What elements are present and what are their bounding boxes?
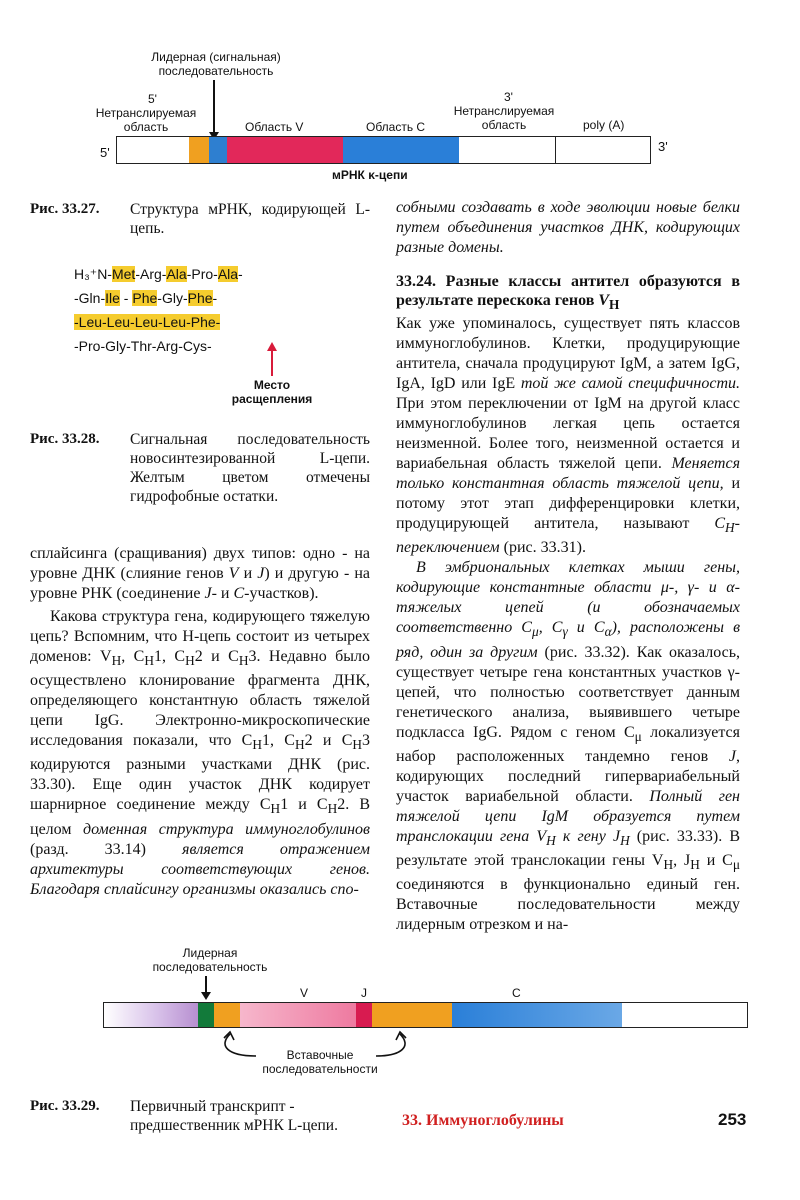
residue: -Gly- xyxy=(157,290,188,306)
section-heading: 33.24. Разные классы антител образуются в результате перескока генов $V_H$ xyxy=(396,273,740,313)
residue: H₃⁺N- xyxy=(74,266,112,282)
chapter-title: 33. Иммуноглобулины xyxy=(402,1112,564,1129)
sequence-line xyxy=(74,286,374,310)
leader-label: Лидерная (сигнальная) последовательность xyxy=(151,50,281,78)
leader-label: Лидерная последовательность xyxy=(152,946,268,974)
sequence-line xyxy=(74,334,374,358)
residue: -Arg- xyxy=(135,266,167,282)
three-prime-top: 3' xyxy=(504,90,513,104)
residue: - xyxy=(238,266,243,282)
caption-text: Сигнальная последовательность новосинтезированной L-цепи. Желтым цветом отмечены гидрофобные остатки. xyxy=(130,431,370,505)
caption-number: Рис. 33.27. xyxy=(30,201,100,217)
hydrophobic-residue: Ala xyxy=(217,266,239,282)
hydrophobic-residue: -Leu-Leu-Leu-Leu-Phe- xyxy=(74,314,221,330)
polya-label: poly (A) xyxy=(583,118,625,132)
left-paragraph-1: сплайсинга (сращивания) двух типов: одно - на уровне ДНК (слияние генов V и J) и другую - на уровне РНК (соединение J- и C-участков). xyxy=(30,545,371,602)
hydrophobic-residue: Phe xyxy=(132,290,158,306)
utr3-segment xyxy=(459,137,556,163)
hydrophobic-residue: Ala xyxy=(166,266,187,282)
caption-text: Первичный транскрипт - предшественник мРНК L-цепи. xyxy=(130,1098,338,1134)
figure-33-28 xyxy=(74,262,374,422)
leader-segment xyxy=(198,1003,214,1027)
left-column xyxy=(30,544,370,900)
caption-number: Рис. 33.28. xyxy=(30,431,100,447)
sequence xyxy=(74,262,374,358)
sequence-line xyxy=(74,262,374,286)
intron-2-segment xyxy=(372,1003,452,1027)
right-paragraph-1: Как уже упоминалось, существует пять классов иммуноглобулинов. Клетки, продуцирующие антитела, сначала продуцируют IgM, а затем IgG, IgA, IgD или IgE той же самой специфичности. При этом переключении от IgM на другой класс иммуноглобулинов легкая цепь остается неизменной. Более того, неизменной остается и вариабельная область тяжелой цепи. Меняется только константная область тяжелой цепи, и потому этот этап дифференцировки клетки, продуцирующей антитела, называют $C_H$-переключением (рис. 33.31). xyxy=(396,315,741,557)
right-paragraph-2: В эмбриональных клетках мыши гены, кодирующие константные области μ-, γ- и α-тяжелых цепей (и обозначаемых соответственно $C_\mu$, $C_\gamma$ и $C_\alpha$), расположены в ряд, один за другим (рис. 33.32). Как оказалось, существует четыре гена константных участков γ-цепей, что полностью соответствует данным генетического анализа, выявившего четыре подкласса IgG. Рядом с геном $C_\mu$ локализуется набор расположенных тандемно генов J, кодирующих последний гипервариабельный участок вариабельной области. Полный ген тяжелой цепи IgM образуется путем транслокации гена $V_H$ к гену $J_H$ (рис. 33.33). В результате этой транслокации гены $V_H$, $J_H$ и $C_\mu$ соединяются в функционально единый ген. Вставочные последовательности между лидерным отрезком и на- xyxy=(396,559,741,934)
caption-text: Структура мРНК, кодирующей L-цепь. xyxy=(130,201,370,237)
hydrophobic-residue: Ile xyxy=(105,290,120,306)
region-c-label: Область C xyxy=(366,120,426,134)
intron-1-segment xyxy=(214,1003,240,1027)
c-region-segment xyxy=(343,137,459,163)
region-v-label: Область V xyxy=(245,120,304,134)
end5-label: 5' xyxy=(100,145,110,160)
hydrophobic-residue: Phe xyxy=(187,290,213,306)
polya-segment xyxy=(556,137,650,163)
five-prime-gradient xyxy=(104,1003,198,1027)
label-j: J xyxy=(361,986,367,1000)
right-top-text: собными создавать в ходе эволюции новые белки путем объединения участков ДНК, кодирующих разные домены. xyxy=(396,199,740,256)
residue: -Pro- xyxy=(186,266,218,282)
cleavage-label: Место расщепления xyxy=(231,378,313,406)
cleavage-arrow xyxy=(271,348,273,376)
residue: -Gln- xyxy=(74,290,106,306)
c-segment xyxy=(452,1003,622,1027)
cleavage-arrow-head xyxy=(267,342,277,351)
page-number: 253 xyxy=(718,1110,747,1129)
right-column xyxy=(396,198,740,935)
residue: - xyxy=(119,290,133,306)
end3-label: 3' xyxy=(658,139,668,154)
left-paragraph-2: Какова структура гена, кодирующего тяжелую цепь? Вспомним, что H-цепь состоит из четырех доменов: $V_H$, $C_H1$, $C_H2$ и $C_H3$. Недавно было осуществлено клонирование фрагмента ДНК, определяющего константную область тяжелой цепи IgG. Электронно-микроскопические исследования показали, что $C_H1$, $C_H2$ и $C_H3$ кодируются разными участками ДНК (рис. 33.30). Еще один участок ДНК кодирует шарнирное соединение между $C_H1$ и $C_H2$. В целом доменная структура иммуноглобулинов (разд. 33.14) является отражением архитектуры соответствующих генов. Благодаря сплайсингу организмы оказались спо- xyxy=(30,608,371,898)
v-region-segment xyxy=(227,137,343,163)
utr5-segment xyxy=(117,137,189,163)
hydrophobic-residue: Met xyxy=(111,266,136,282)
label-v: V xyxy=(300,986,309,1000)
transcript-bar xyxy=(103,1002,748,1028)
mrna-caption: мРНК κ-цепи xyxy=(332,168,408,182)
residue: - xyxy=(212,290,218,306)
leader-arrow-head xyxy=(201,992,211,1000)
figure-33-27 xyxy=(0,0,800,200)
utr5-label: Нетранслируемая область xyxy=(95,106,197,134)
j-segment xyxy=(356,1003,372,1027)
leader-segment xyxy=(209,137,227,163)
figure-33-29 xyxy=(0,940,800,1080)
mrna-bar xyxy=(116,136,651,164)
sequence-line xyxy=(74,310,374,334)
utr3-label: Нетранслируемая область xyxy=(453,104,555,132)
five-prime-top: 5' xyxy=(148,92,157,106)
insert-label: Вставочные последовательности xyxy=(262,1048,378,1076)
label-c: C xyxy=(512,986,521,1000)
leader-arrow xyxy=(213,80,215,136)
three-prime-segment xyxy=(622,1003,747,1027)
residue: -Pro-Gly-Thr-Arg-Cys- xyxy=(74,338,212,354)
orange-segment xyxy=(189,137,209,163)
v-segment xyxy=(240,1003,356,1027)
caption-number: Рис. 33.29. xyxy=(30,1098,100,1114)
